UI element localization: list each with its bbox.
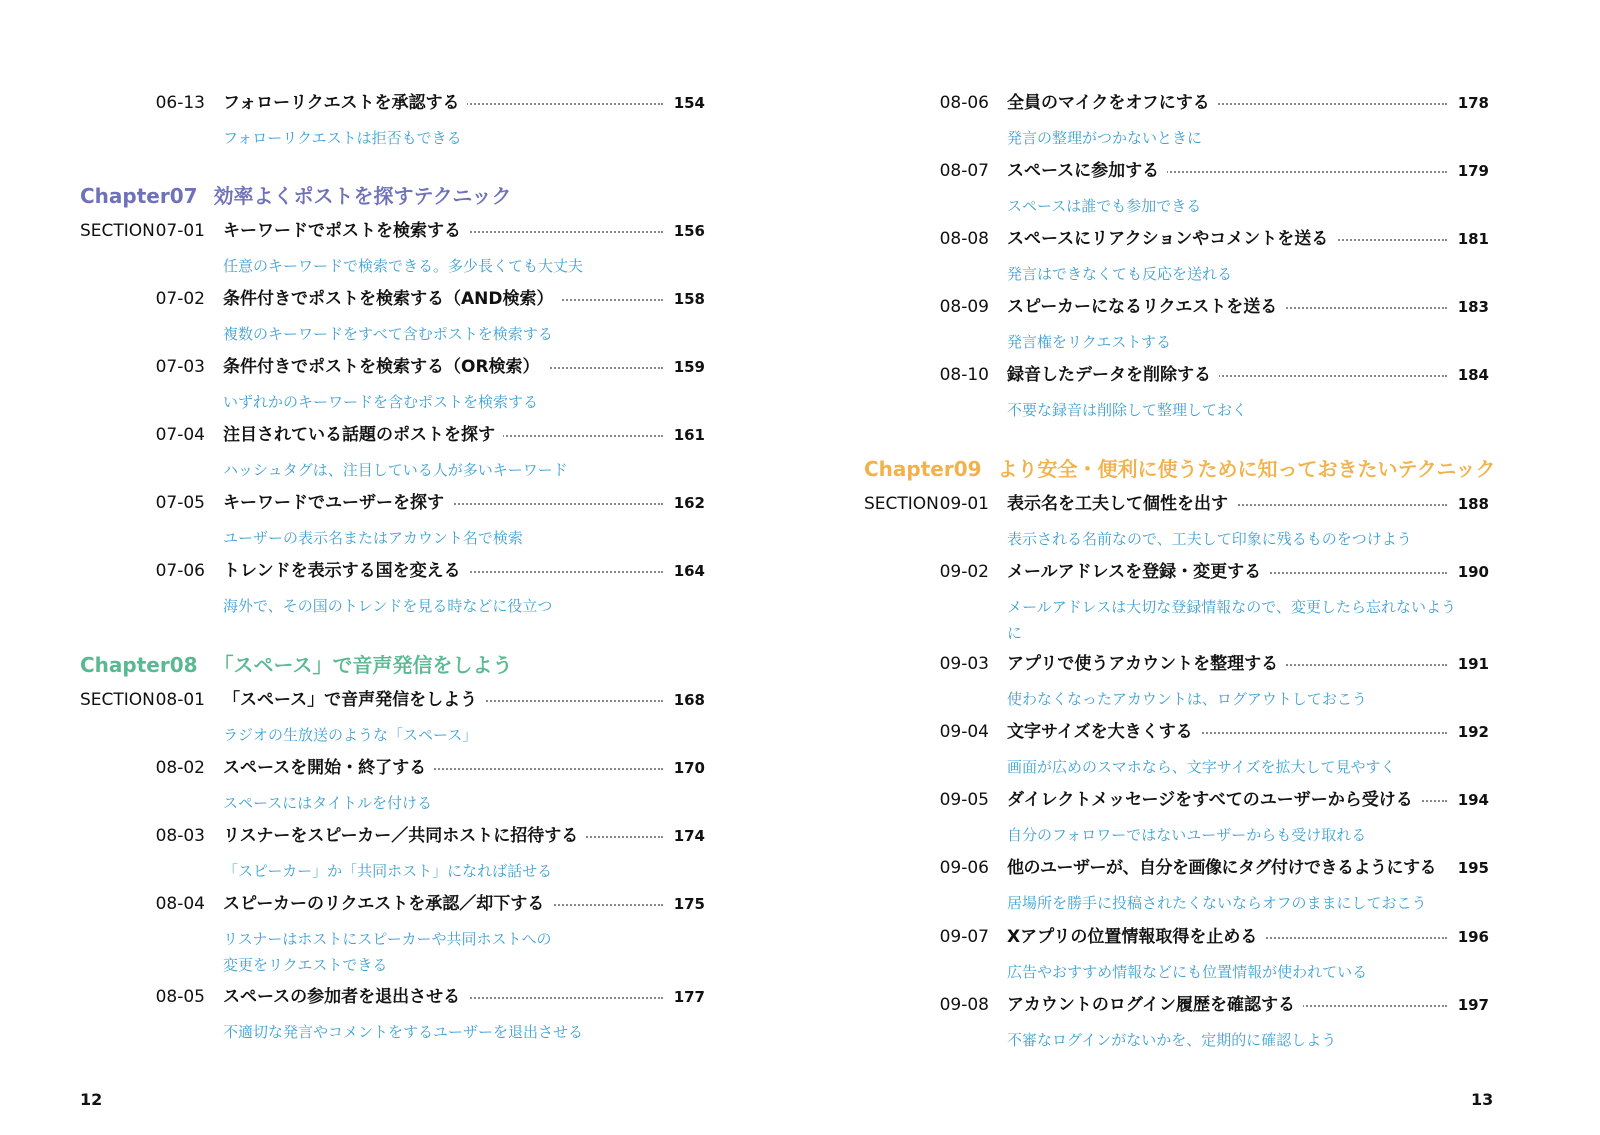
- page-number: 174: [665, 818, 705, 854]
- section-code: 08-01: [155, 690, 205, 710]
- section-code: 08-09: [939, 297, 989, 317]
- section-description: 自分のフォロワーではないユーザーからも受け取れる: [1007, 826, 1367, 844]
- section-code: 08-03: [155, 826, 205, 846]
- toc-entry[interactable]: [0, 886, 800, 922]
- section-code: 09-04: [939, 722, 989, 742]
- section-description: 不適切な発言やコメントをするユーザーを退出させる: [223, 1023, 584, 1041]
- section-code: 07-02: [155, 289, 205, 309]
- section-description: 広告やおすすめ情報などにも位置情報が使われている: [1007, 963, 1368, 981]
- section-description: 発言権をリクエストする: [1007, 333, 1171, 351]
- toc-entry[interactable]: [0, 818, 800, 854]
- chapter-label: Chapter08: [80, 653, 198, 677]
- chapter-heading: [80, 178, 512, 214]
- toc-entry[interactable]: [0, 281, 800, 317]
- chapter-title: 効率よくポストを探すテクニック: [213, 184, 512, 208]
- section-title: 録音したデータを削除する: [1007, 357, 1219, 393]
- right-page: [800, 0, 1600, 1135]
- page-number: 159: [665, 349, 705, 385]
- section-description: 画面が広めのスマホなら、文字サイズを拡大して見やすく: [1007, 758, 1396, 776]
- page-number: 184: [1449, 357, 1489, 393]
- section-prefix: SECTION: [864, 494, 939, 514]
- page-number: 188: [1449, 486, 1489, 522]
- page-number: 191: [1449, 646, 1489, 682]
- section-description: ハッシュタグは、注目している人が多いキーワード: [223, 461, 568, 479]
- section-title: アカウントのログイン履歴を確認する: [1007, 987, 1303, 1023]
- page-number: 192: [1449, 714, 1489, 750]
- section-description: フォローリクエストは拒否もできる: [223, 129, 462, 147]
- toc-entry[interactable]: [800, 714, 1600, 750]
- toc-entry[interactable]: [0, 553, 800, 589]
- section-title: キーワードでユーザーを探す: [223, 485, 452, 521]
- toc-entry[interactable]: [800, 782, 1600, 818]
- toc-entry[interactable]: [800, 987, 1600, 1023]
- page-number: 175: [665, 886, 705, 922]
- page-number: 12: [80, 1090, 103, 1109]
- toc-entry[interactable]: [0, 417, 800, 453]
- toc-entry[interactable]: [800, 554, 1600, 590]
- chapter-label: Chapter07: [80, 184, 198, 208]
- section-title: 「スペース」で音声発信をしよう: [223, 682, 485, 718]
- section-description: 「スピーカー」か「共同ホスト」になれば話せる: [223, 862, 553, 880]
- section-code: 06-13: [155, 93, 205, 113]
- section-description: メールアドレスは大切な登録情報なので、変更したら忘れないよう: [1007, 598, 1456, 616]
- toc-entry[interactable]: [800, 153, 1600, 189]
- toc-entry[interactable]: [0, 349, 800, 385]
- section-code: 09-05: [939, 790, 989, 810]
- section-code: 09-02: [939, 562, 989, 582]
- chapter-heading: [80, 647, 513, 683]
- section-description: ユーザーの表示名またはアカウント名で検索: [223, 529, 523, 547]
- chapter-title: より安全・便利に使うために知っておきたいテクニック: [997, 457, 1496, 481]
- section-title: 表示名を工夫して個性を出す: [1007, 486, 1236, 522]
- page-number: 183: [1449, 289, 1489, 325]
- page-number: 178: [1449, 85, 1489, 121]
- page-number: 161: [665, 417, 705, 453]
- chapter-title: 「スペース」で音声発信をしよう: [213, 653, 513, 677]
- section-title: フォローリクエストを承認する: [223, 85, 467, 121]
- section-code: 09-08: [939, 995, 989, 1015]
- toc-entry[interactable]: [0, 485, 800, 521]
- toc-entry[interactable]: [800, 919, 1600, 955]
- section-title: Xアプリの位置情報取得を止める: [1007, 919, 1265, 955]
- section-title: スペースを開始・終了する: [223, 750, 434, 786]
- section-title: スペースに参加する: [1007, 153, 1167, 189]
- section-code: 08-07: [939, 161, 989, 181]
- section-title: スピーカーのリクエストを承認／却下する: [223, 886, 552, 922]
- section-code: 08-05: [155, 987, 205, 1007]
- section-description: に: [1007, 624, 1023, 642]
- toc-entry[interactable]: [0, 750, 800, 786]
- section-description: いずれかのキーワードを含むポストを検索する: [223, 393, 539, 411]
- page-number: 197: [1449, 987, 1489, 1023]
- section-title: キーワードでポストを検索する: [223, 213, 469, 249]
- section-title: 文字サイズを大きくする: [1007, 714, 1201, 750]
- page-number: 158: [665, 281, 705, 317]
- page-number: 168: [665, 682, 705, 718]
- section-title: 条件付きでポストを検索する（AND検索）: [223, 281, 562, 317]
- section-description: リスナーはホストにスピーカーや共同ホストへの: [223, 930, 552, 948]
- section-title: リスナーをスピーカー／共同ホストに招待する: [223, 818, 586, 854]
- section-code: 08-04: [155, 894, 205, 914]
- section-code: 07-04: [155, 425, 205, 445]
- section-description: 発言はできなくても反応を送れる: [1007, 265, 1233, 283]
- toc-entry[interactable]: [800, 357, 1600, 393]
- section-code: 08-10: [939, 365, 989, 385]
- section-title: アプリで使うアカウントを整理する: [1007, 646, 1286, 682]
- section-code: 09-03: [939, 654, 989, 674]
- toc-entry[interactable]: [800, 85, 1600, 121]
- page-number: 170: [665, 750, 705, 786]
- section-description: 複数のキーワードをすべて含むポストを検索する: [223, 325, 553, 343]
- section-code: 08-08: [939, 229, 989, 249]
- toc-entry[interactable]: [800, 289, 1600, 325]
- section-title: スペースにリアクションやコメントを送る: [1007, 221, 1336, 257]
- section-description: ラジオの生放送のような「スペース」: [223, 726, 478, 744]
- page-number: 164: [665, 553, 705, 589]
- section-description: 海外で、その国のトレンドを見る時などに役立つ: [223, 597, 553, 615]
- page-number: 195: [1449, 850, 1489, 886]
- page-number: 190: [1449, 554, 1489, 590]
- toc-entry[interactable]: [800, 221, 1600, 257]
- section-code: 08-06: [939, 93, 989, 113]
- section-code: 07-01: [155, 221, 205, 241]
- page-number: 162: [665, 485, 705, 521]
- section-title: 他のユーザーが、自分を画像にタグ付けできるようにする: [1007, 850, 1453, 886]
- section-prefix: SECTION: [80, 221, 155, 241]
- page-number: 181: [1449, 221, 1489, 257]
- toc-entry[interactable]: [0, 682, 800, 718]
- toc-entry[interactable]: [0, 85, 800, 121]
- section-title: 条件付きでポストを検索する（OR検索）: [223, 349, 548, 385]
- page-number: 154: [665, 85, 705, 121]
- section-code: 09-07: [939, 927, 989, 947]
- page-number: 177: [665, 979, 705, 1015]
- section-code: 09-01: [939, 494, 989, 514]
- section-title: 注目されている話題のポストを探す: [223, 417, 503, 453]
- section-title: メールアドレスを登録・変更する: [1007, 554, 1269, 590]
- section-code: 09-06: [939, 858, 989, 878]
- section-description: 任意のキーワードで検索できる。多少長くても大丈夫: [223, 257, 584, 275]
- toc-entry[interactable]: [800, 850, 1600, 886]
- section-title: トレンドを表示する国を変える: [223, 553, 469, 589]
- section-description: 使わなくなったアカウントは、ログアウトしておこう: [1007, 690, 1367, 708]
- toc-entry[interactable]: [800, 486, 1600, 522]
- toc-entry[interactable]: [0, 979, 800, 1015]
- section-description: 表示される名前なので、工夫して印象に残るものをつけよう: [1007, 530, 1412, 548]
- page-number: 179: [1449, 153, 1489, 189]
- page-number: 194: [1449, 782, 1489, 818]
- section-code: 07-06: [155, 561, 205, 581]
- section-description: 不要な録音は削除して整理しておく: [1007, 401, 1248, 419]
- page-number: 196: [1449, 919, 1489, 955]
- section-prefix: SECTION: [80, 690, 155, 710]
- section-description: スペースにはタイトルを付ける: [223, 794, 432, 812]
- chapter-label: Chapter09: [864, 457, 982, 481]
- section-description: 発言の整理がつかないときに: [1007, 129, 1203, 147]
- section-description: スペースは誰でも参加できる: [1007, 197, 1202, 215]
- section-description: 変更をリクエストできる: [223, 956, 388, 974]
- section-code: 08-02: [155, 758, 205, 778]
- section-title: スピーカーになるリクエストを送る: [1007, 289, 1285, 325]
- toc-entry[interactable]: [0, 213, 800, 249]
- section-description: 居場所を勝手に投稿されたくないならオフのままにしておこう: [1007, 894, 1427, 912]
- chapter-heading: [864, 451, 1496, 487]
- section-code: 07-03: [155, 357, 205, 377]
- section-description: 不審なログインがないかを、定期的に確認しよう: [1007, 1031, 1337, 1049]
- section-title: スペースの参加者を退出させる: [223, 979, 468, 1015]
- page-number: 13: [1471, 1090, 1494, 1109]
- section-title: ダイレクトメッセージをすべてのユーザーから受ける: [1007, 782, 1421, 818]
- section-title: 全員のマイクをオフにする: [1007, 85, 1218, 121]
- toc-entry[interactable]: [800, 646, 1600, 682]
- page-number: 156: [665, 213, 705, 249]
- section-code: 07-05: [155, 493, 205, 513]
